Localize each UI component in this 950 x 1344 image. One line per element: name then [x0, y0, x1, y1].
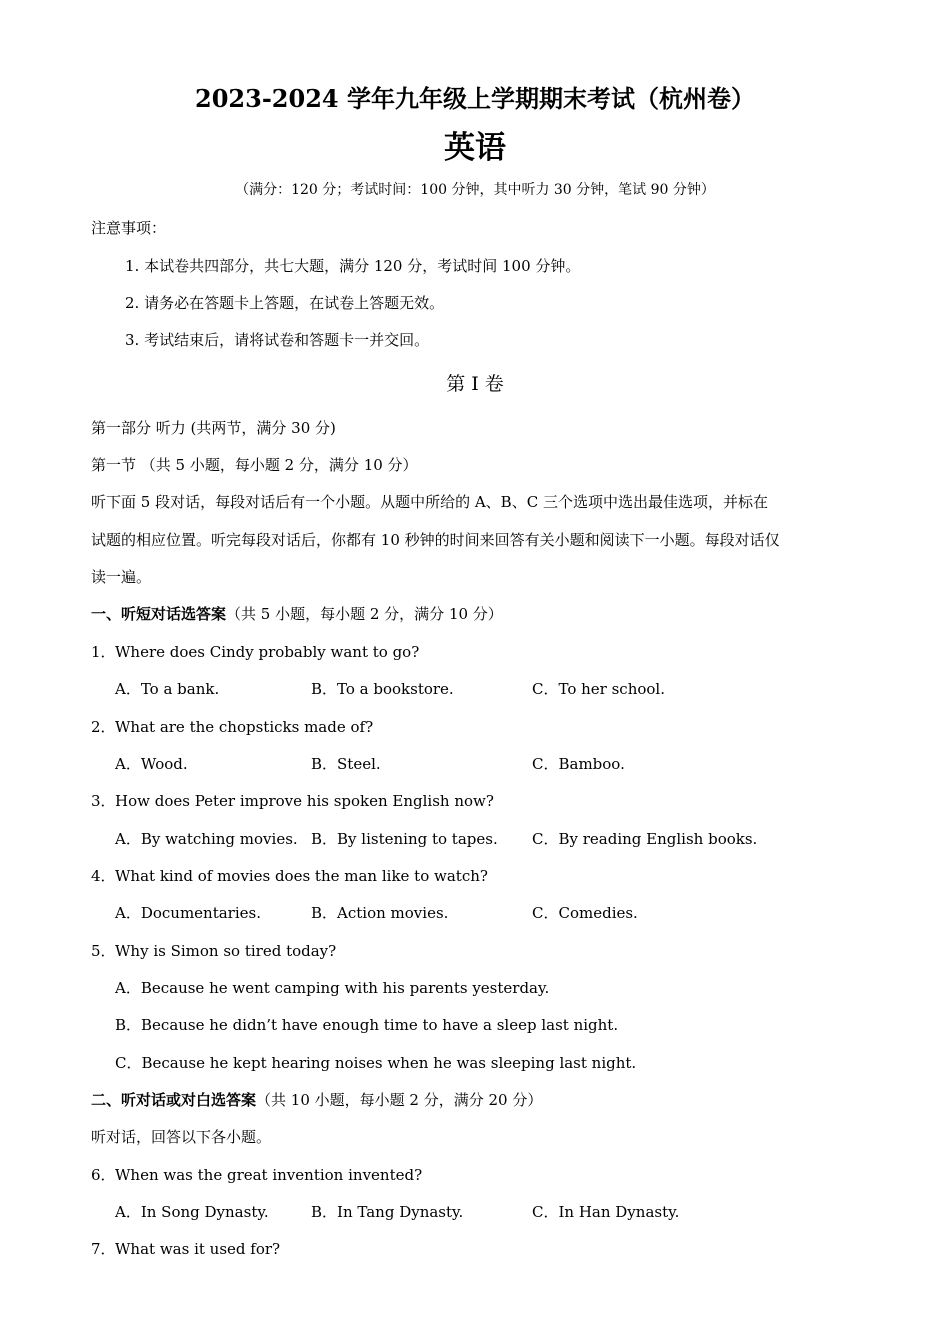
question-number: 7． — [91, 1240, 116, 1258]
option-b: B．To a bookstore. — [311, 680, 454, 698]
section-a-heading — [91, 604, 503, 624]
option-b: B．Because he didn’t have enough time to have a sleep last night. — [115, 1016, 619, 1034]
question-text: When was the great invention invented? — [115, 1166, 423, 1184]
option-c: C．By reading English books. — [532, 830, 758, 848]
option-a: A．By watching movies. — [115, 830, 298, 848]
question-stem — [91, 642, 419, 662]
question-number: 6． — [91, 1166, 116, 1184]
question-stem — [91, 791, 494, 811]
question-text: What are the chopsticks made of? — [115, 718, 374, 736]
option-a: A．Because he went camping with his parents yesterday. — [115, 979, 550, 997]
option-a: A．To a bank. — [115, 680, 220, 698]
question-number: 3． — [91, 792, 116, 810]
section1-title: 第一节 （共 5 小题，每小题 2 分，满分 10 分） — [91, 456, 418, 474]
option-c: C．To her school. — [532, 680, 665, 698]
exam-subtitle: （满分：120 分；考试时间：100 分钟，其中听力 30 分钟，笔试 90 分钟） — [235, 182, 715, 198]
question-text: Why is Simon so tired today? — [115, 942, 337, 960]
instructions-line: 读一遍。 — [91, 568, 152, 586]
section-b-heading — [91, 1090, 542, 1110]
question-stem — [91, 717, 373, 737]
question-number: 1． — [91, 643, 116, 661]
volume-title: 第 I 卷 — [446, 373, 504, 395]
option-b: B．In Tang Dynasty. — [311, 1203, 464, 1221]
instructions-line: 听下面 5 段对话，每段对话后有一个小题。从题中所给的 A、B、C 三个选项中选出最佳选项，并标在 — [91, 493, 768, 511]
note-item: 3. 考试结束后，请将试卷和答题卡一并交回。 — [125, 331, 430, 349]
option-a: A．In Song Dynasty. — [115, 1203, 269, 1221]
option-b: B．By listening to tapes. — [311, 830, 498, 848]
exam-title: 2023-2024 学年九年级上学期期末考试（杭州卷） — [195, 84, 755, 113]
option-c: C．Comedies. — [532, 904, 638, 922]
section-a-label: 一、听短对话选答案 — [91, 605, 227, 623]
notes-heading: 注意事项： — [91, 219, 167, 237]
question-stem — [91, 1239, 280, 1259]
question-text: Where does Cindy probably want to go? — [115, 643, 420, 661]
subject-title: 英语 — [444, 130, 506, 166]
note-item: 1. 本试卷共四部分，共七大题，满分 120 分，考试时间 100 分钟。 — [125, 257, 581, 275]
question-number: 5． — [91, 942, 116, 960]
instructions-line: 试题的相应位置。听完每段对话后，你都有 10 秒钟的时间来回答有关小题和阅读下一小题。每段对话仅 — [91, 531, 780, 549]
part1-title: 第一部分 听力 (共两节，满分 30 分) — [91, 419, 336, 437]
question-stem — [91, 866, 488, 886]
section-b-intro: 听对话，回答以下各小题。 — [91, 1128, 272, 1146]
option-c: C．Because he kept hearing noises when he was sleeping last night. — [115, 1054, 637, 1072]
section-b-note: （共 10 小题，每小题 2 分，满分 20 分） — [256, 1091, 543, 1109]
question-stem — [91, 1165, 422, 1185]
option-a: A．Documentaries. — [115, 904, 261, 922]
option-a: A．Wood. — [115, 755, 188, 773]
question-number: 4． — [91, 867, 116, 885]
question-text: What was it used for? — [115, 1240, 281, 1258]
option-c: C．In Han Dynasty. — [532, 1203, 680, 1221]
section-a-note: （共 5 小题，每小题 2 分，满分 10 分） — [226, 605, 503, 623]
question-number: 2． — [91, 718, 116, 736]
question-text: What kind of movies does the man like to watch? — [115, 867, 488, 885]
note-item: 2. 请务必在答题卡上答题，在试卷上答题无效。 — [125, 294, 445, 312]
question-stem — [91, 941, 336, 961]
option-c: C．Bamboo. — [532, 755, 625, 773]
section-b-label: 二、听对话或对白选答案 — [91, 1091, 257, 1109]
question-text: How does Peter improve his spoken English now? — [115, 792, 494, 810]
option-b: B．Action movies. — [311, 904, 449, 922]
option-b: B．Steel. — [311, 755, 381, 773]
